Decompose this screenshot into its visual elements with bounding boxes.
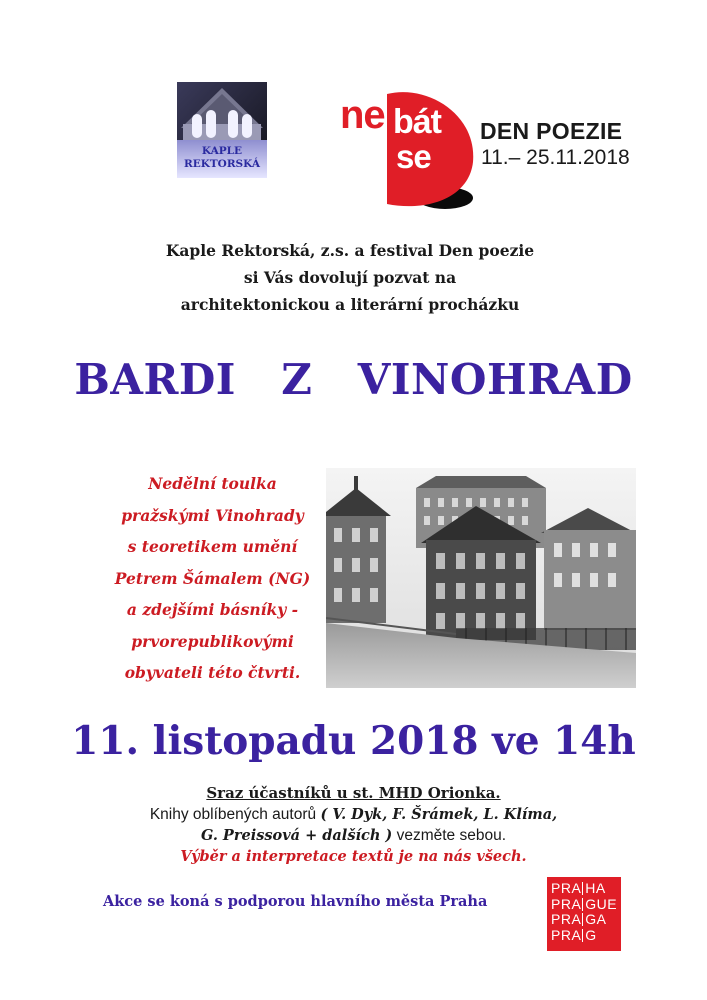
invitation-line-2: si Vás dovolují pozvat na — [243, 268, 457, 287]
praha-logo-row — [551, 912, 617, 928]
description-line: s teoretikem umění — [127, 537, 298, 556]
praha-logo — [547, 877, 621, 951]
books-note-line-2 — [0, 827, 707, 845]
invitation-line-3: architektonickou a literární procházku — [180, 295, 520, 314]
nebat-se-logo — [335, 80, 475, 220]
invitation-line-1: Kaple Rektorská, z.s. a festival Den poezie — [165, 241, 535, 260]
nebat-logo-se: se — [396, 138, 431, 175]
support-statement: Akce se koná s podporou hlavního města Praha — [103, 893, 488, 910]
books-authors-1: ( V. Dyk, F. Šrámek, L. Klíma, — [320, 806, 558, 823]
texts-note: Výběr a interpretace textů je na nás všech. — [180, 848, 527, 865]
books-authors-2: G. Preissová + dalších ) — [200, 827, 393, 844]
praha-logo-left: PRA — [551, 880, 582, 896]
praha-logo-row — [551, 897, 617, 913]
praha-logo-left: PRA — [551, 895, 582, 912]
walk-description — [100, 468, 325, 689]
praha-logo-row — [551, 881, 617, 897]
description-line: prvorepublikovými — [131, 631, 294, 651]
praha-logo-left: PRA — [551, 911, 582, 928]
praha-logo-right: HA — [585, 880, 606, 896]
description-line: a zdejšími básníky - — [126, 600, 299, 619]
description-line: Nedělní toulka — [148, 474, 277, 493]
kaple-rektorska-logo — [177, 82, 267, 178]
invitation-text — [100, 237, 600, 318]
kaple-logo-text-line1: KAPLE — [201, 145, 243, 157]
event-date: 11. listopadu 2018 ve 14h — [71, 718, 636, 764]
description-line: obyvateli této čtvrti. — [124, 663, 301, 682]
books-suffix: vezměte sebou. — [396, 827, 507, 844]
praha-logo-row — [551, 928, 617, 944]
kaple-logo-text-line2: REKTORSKÁ — [184, 158, 260, 170]
den-poezie-title: DEN POEZIE — [480, 118, 623, 144]
den-poezie-dates: 11.– 25.11.2018 — [481, 146, 630, 169]
praha-logo-right: GUE — [585, 895, 618, 912]
praha-logo-right: G — [585, 926, 597, 943]
books-prefix: Knihy oblíbených autorů — [149, 806, 317, 823]
nebat-logo-ne: ne — [340, 93, 385, 137]
praha-logo-left: PRA — [551, 926, 582, 943]
description-line: Petrem Šámalem (NG) — [114, 568, 311, 588]
books-note-line-1 — [0, 806, 707, 824]
meeting-point: Sraz účastníků u st. MHD Orionka. — [206, 784, 501, 802]
nebat-logo-bat: bát — [393, 103, 441, 141]
praha-logo-right: GA — [585, 911, 607, 928]
vinohrady-historic-photo — [326, 468, 636, 688]
event-title: BARDI Z VINOHRAD — [74, 355, 633, 404]
description-line: pražskými Vinohrady — [121, 505, 304, 525]
